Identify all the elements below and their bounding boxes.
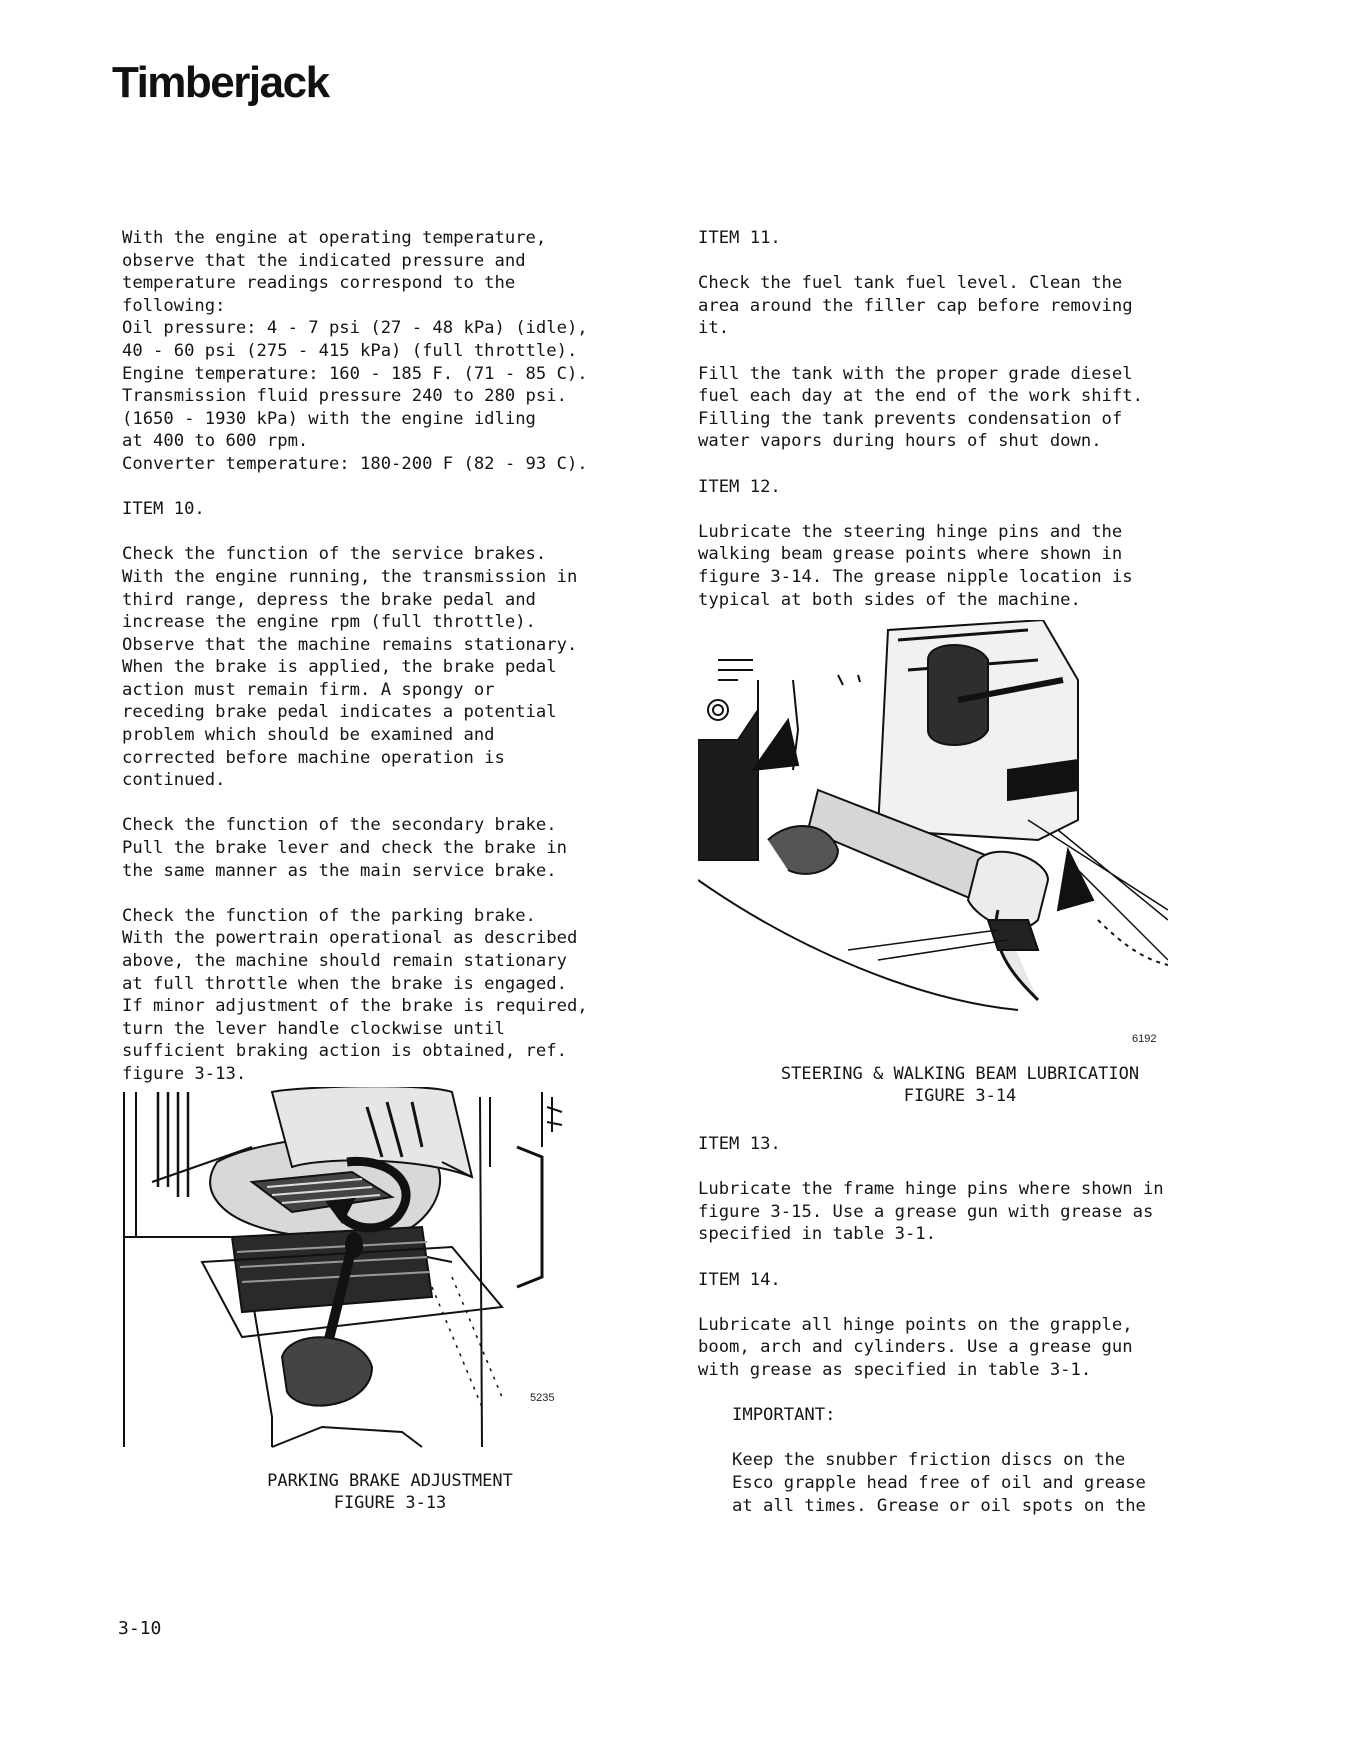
page-number: 3-10 (118, 1618, 162, 1639)
figure-13-title: PARKING BRAKE ADJUSTMENT (267, 1471, 513, 1491)
figure-13-label: FIGURE 3-13 (333, 1493, 447, 1513)
item-10-heading: ITEM 10. (122, 499, 205, 520)
important-text: Keep the snubber friction discs on the Esco grapple head free of oil and grease at all times. Grease or oil spots on the (732, 1450, 1146, 1516)
item-12-heading: ITEM 12. (698, 476, 781, 497)
frame-hinge-paragraph: Lubricate the frame hinge pins where shown in figure 3-15. Use a grease gun with grease as specified in table 3-1. (698, 1179, 1164, 1245)
fuel-level-paragraph: Check the fuel tank fuel level. Clean the area around the filler cap before removing it. (698, 273, 1133, 339)
left-column (122, 227, 642, 1108)
item-14-heading: ITEM 14. (698, 1269, 781, 1290)
fuel-fill-paragraph: Fill the tank with the proper grade diesel fuel each day at the end of the work shift. Filling the tank prevents condensation of water vapors during hours of shut down. (698, 363, 1143, 452)
parking-brake-illustration (122, 1087, 632, 1457)
brand-logo: Timberjack (112, 58, 329, 107)
right-column (698, 227, 1218, 634)
service-brake-paragraph: Check the function of the service brakes. With the engine running, the transmission in third range, depress the brake pedal and increase the engine rpm (full throttle). Observe that the machine remains stationary. When the brake is applied, the brake pedal action must remain firm. A spongy or receding brake pedal indicates a potential problem which should be examined and corrected before machine operation is continued. (122, 544, 578, 791)
item-13-heading: ITEM 13. (698, 1134, 781, 1154)
temperature-readings-paragraph: With the engine at operating temperature, observe that the indicated pressure and temperature readings correspond to the following: Oil pressure: 4 - 7 psi (27 - 48 kPa) (idle), 40 - 60 psi (275 - 415 kPa) (full throttle). Engine temperature: 160 - 185 F. (71 - 85 C). Transmission fluid pressure 240 to 280 psi. (1650 - 1930 kPa) with the engine idling at 400 to 600 rpm. Converter temperature: 180-200 F (82 - 93 C). (122, 228, 588, 474)
important-label: IMPORTANT: (732, 1405, 836, 1426)
secondary-brake-paragraph: Check the function of the secondary brake. Pull the brake lever and check the brake in the same manner as the main service brake. (122, 815, 567, 881)
steering-lubrication-paragraph: Lubricate the steering hinge pins and the walking beam grease points where shown in figure 3-14. The grease nipple location is typical at both sides of the machine. (698, 521, 1133, 610)
grapple-lubrication-paragraph: Lubricate all hinge points on the grapple, boom, arch and cylinders. Use a grease gun with grease as specified in table 3-1. (698, 1314, 1133, 1380)
figure-14-label: FIGURE 3-14 (903, 1086, 1017, 1106)
figure-14-title: STEERING & WALKING BEAM LUBRICATION (780, 1064, 1140, 1084)
item-11-heading: ITEM 11. (698, 228, 781, 248)
parking-brake-paragraph: Check the function of the parking brake. With the powertrain operational as described above, the machine should remain stationary at full throttle when the brake is engaged. If minor adjustment of the brake is required, turn the lever handle clockwise until sufficient braking action is obtained, ref. figure 3-13. (122, 905, 588, 1084)
figure-14-caption (740, 1063, 1180, 1107)
right-column-lower (698, 1133, 1218, 1540)
steering-walking-beam-illustration (698, 620, 1168, 1060)
figure-13-caption (200, 1470, 580, 1514)
parking-brake-figure (122, 1087, 632, 1457)
figure-13-number: 5235 (530, 1392, 555, 1404)
figure-14-number: 6192 (1132, 1033, 1157, 1045)
steering-walking-beam-figure (698, 620, 1168, 1060)
